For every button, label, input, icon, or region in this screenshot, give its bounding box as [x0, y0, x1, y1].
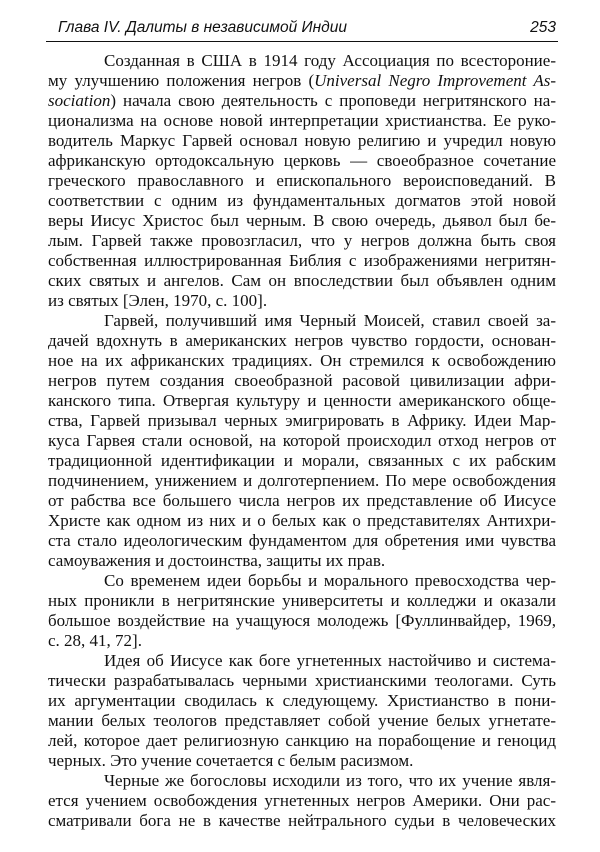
text-line	[48, 551, 556, 571]
text-segment: лым. Гарвей также провозгласил, что у негров должна быть своя	[48, 231, 556, 250]
paragraph	[48, 51, 556, 311]
text-line	[48, 591, 556, 611]
text-line	[48, 471, 556, 491]
text-line	[48, 351, 556, 371]
text-segment: куса Гарвея стали основой, на которой происходил отход негров от	[48, 431, 556, 450]
text-line	[48, 431, 556, 451]
text-segment: ских святых и ангелов. Сам он впоследствии был объявлен одним	[48, 271, 556, 290]
text-segment: ных проникли в негритянские университеты и колледжи и оказали	[48, 591, 556, 610]
text-segment: ства, Гарвей призывал черных эмигрировать в Африку. Идеи Мар-	[48, 411, 556, 430]
chapter-title: Глава IV. Далиты в независимой Индии	[58, 19, 347, 36]
text-segment: мании белых теологов представляет собой учение белых угнетате-	[48, 711, 556, 730]
text-segment: соответствии с одним из фундаментальных догматов этой новой	[48, 191, 556, 210]
text-line	[48, 71, 556, 91]
text-segment: тически разрабатывалась черными христианскими теологами. Суть	[48, 671, 556, 690]
text-line	[48, 331, 556, 351]
text-segment: самоуважения и достоинства, защиты их прав.	[48, 551, 386, 570]
text-segment: сматривали бога не в качестве нейтрального судьи в человеческих	[48, 811, 556, 830]
text-line	[48, 131, 556, 151]
text-line	[48, 491, 556, 511]
body-text	[48, 51, 556, 831]
text-line	[48, 311, 556, 331]
text-line	[48, 631, 556, 651]
text-line	[48, 571, 556, 591]
text-line	[48, 91, 556, 111]
text-line	[48, 771, 556, 791]
text-line	[48, 151, 556, 171]
text-line	[48, 251, 556, 271]
text-segment: Христе как одном из них и о белых как о представителях Антихри-	[48, 511, 556, 530]
running-header	[46, 17, 558, 42]
text-segment: водитель Маркус Гарвей основал новую религию и учредил новую	[48, 131, 556, 150]
text-line	[48, 651, 556, 671]
text-line	[48, 291, 556, 311]
text-line	[48, 371, 556, 391]
text-line	[48, 751, 556, 771]
text-line	[48, 191, 556, 211]
text-line	[48, 451, 556, 471]
text-segment: дачей вдохнуть в американских негров чувство гордости, основан-	[48, 331, 556, 350]
text-segment: Созданная в США в 1914 году Ассоциация по всестороние-	[104, 51, 556, 70]
text-segment: негров путем создания своеобразной расовой цивилизации афри-	[48, 371, 556, 390]
text-segment: ется учением освобождения угнетенных негров Америки. Они рас-	[48, 791, 556, 810]
text-line	[48, 711, 556, 731]
text-segment: их аргументации сводилась к следующему. Христианство в пони-	[48, 691, 556, 710]
paragraph	[48, 771, 556, 831]
text-line	[48, 611, 556, 631]
text-segment: Со временем идеи борьбы и морального превосходства чер-	[104, 571, 556, 590]
text-segment: ста стало идеологическим фундаментом для обретения ими чувства	[48, 531, 556, 550]
text-segment: греческого православного и епископального вероисповеданий. В	[48, 171, 556, 190]
paragraph	[48, 311, 556, 571]
text-line	[48, 51, 556, 71]
text-segment: ционализма на основе новой интерпретации христианства. Ее руко-	[48, 111, 556, 130]
text-segment: черных. Это учение сочетается с белым расизмом.	[48, 751, 414, 770]
page-number: 253	[530, 19, 556, 36]
text-line	[48, 411, 556, 431]
text-segment: с. 28, 41, 72].	[48, 631, 142, 650]
text-line	[48, 531, 556, 551]
text-line	[48, 171, 556, 191]
text-line	[48, 391, 556, 411]
text-line	[48, 111, 556, 131]
text-segment: канского типа. Отвергая культуру и ценности американского обще-	[48, 391, 556, 410]
text-line	[48, 231, 556, 251]
text-segment: от рабства все большего числа негров их представление об Иисусе	[48, 491, 556, 510]
text-segment: Идея об Иисусе как боге угнетенных настойчиво и системa-	[104, 651, 556, 670]
text-line	[48, 691, 556, 711]
text-segment: ное на их африканских традициях. Он стремился к освобождению	[48, 351, 556, 370]
text-segment: собственная иллюстрированная Библия с изображениями негритян-	[48, 251, 556, 270]
text-segment: веры Иисус Христос был черным. В свою очередь, дьявол был бе-	[48, 211, 556, 230]
text-segment: подчинением, унижением и долготерпением. По мере освобождения	[48, 471, 556, 490]
text-line	[48, 271, 556, 291]
paragraph	[48, 651, 556, 771]
text-segment: из святых [Элен, 1970, с. 100].	[48, 291, 268, 310]
text-segment: африканскую ортодоксальную церковь — своеобразное сочетание	[48, 151, 556, 170]
text-segment: Гарвей, получивший имя Черный Моисей, ставил своей за-	[104, 311, 556, 330]
paragraph	[48, 571, 556, 651]
text-segment: му улучшению положения негров (	[48, 71, 315, 90]
text-line	[48, 211, 556, 231]
text-segment: традиционной идентификации и морали, связанных с их рабским	[48, 451, 556, 470]
text-line	[48, 791, 556, 811]
text-segment: ) начала свою деятельность с проповеди негритянского на-	[110, 91, 556, 110]
text-line	[48, 731, 556, 751]
italic-text: Universal Negro Improvement As-	[314, 71, 556, 90]
text-line	[48, 811, 556, 831]
text-segment: большое воздействие на учащуюся молодежь [Фуллинвайдер, 1969,	[48, 611, 556, 630]
italic-text: sociation	[48, 91, 111, 110]
text-segment: лей, которое дает религиозную санкцию на порабощение и геноцид	[48, 731, 556, 750]
text-line	[48, 671, 556, 691]
text-line	[48, 511, 556, 531]
text-segment: Черные же богословы исходили из того, что их учение явля-	[104, 771, 556, 790]
